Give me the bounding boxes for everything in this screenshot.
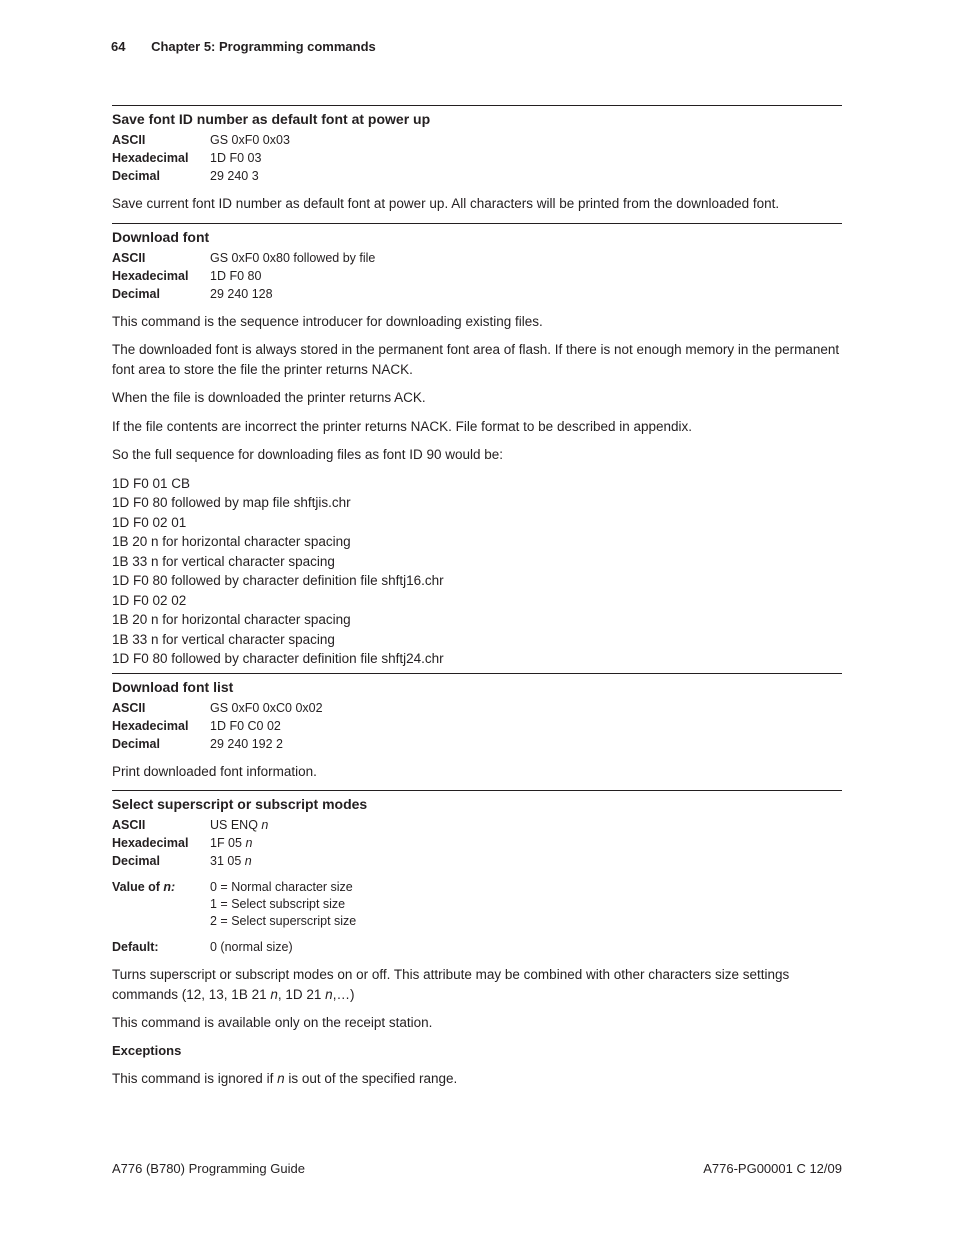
hex-label: Hexadecimal: [112, 151, 189, 165]
text-run: ,…): [332, 986, 355, 1002]
hex-row: [112, 717, 842, 735]
page-content: [112, 105, 842, 1097]
decimal-row: [112, 285, 842, 303]
decimal-row: [112, 852, 842, 870]
sequence-line: 1B 33 n for vertical character spacing: [112, 631, 335, 647]
hex-label: Hexadecimal: [112, 836, 189, 850]
sequence-line: 1D F0 80 followed by character definition file shftj24.chr: [112, 651, 444, 666]
section-download-font-list: [112, 673, 842, 782]
decimal-value: 29 240 192 2: [210, 736, 283, 751]
ascii-row: [112, 816, 842, 834]
ascii-code: US ENQ: [210, 818, 258, 832]
value-option: 2 = Select superscript size: [210, 914, 357, 928]
sequence-line: 1B 20 n for horizontal character spacing: [112, 612, 351, 627]
section-title: Download font list: [112, 678, 234, 695]
decimal-value: 29 240 128: [210, 286, 273, 301]
footer-guide-title: A776 (B780) Programming Guide: [112, 1161, 305, 1176]
sequence-line: 1D F0 80 followed by character definition file shftj16.chr: [112, 573, 444, 588]
section-save-font: [112, 105, 842, 214]
ascii-value: GS 0xF0 0x03: [210, 133, 290, 147]
n-param: n: [277, 1070, 285, 1086]
sequence-line: 1D F0 80 followed by map file shftjis.chr: [112, 495, 351, 510]
n-param: n: [244, 854, 252, 868]
section-title: Save font ID number as default font at power up: [112, 111, 431, 127]
value-option: 1 = Select subscript size: [210, 897, 346, 911]
n-param: n:: [163, 880, 176, 894]
ascii-label: ASCII: [112, 700, 146, 715]
sequence-line: 1D F0 02 01: [112, 514, 187, 530]
decimal-label: Decimal: [112, 286, 160, 301]
section-title: Select superscript or subscript modes: [112, 796, 368, 812]
paragraph: Save current font ID number as default font at power up. All characters will be printed from the downloaded font.: [112, 196, 780, 211]
text-run: , 1D 21: [277, 986, 322, 1002]
paragraph: Print downloaded font information.: [112, 763, 317, 779]
hex-value: 1D F0 03: [210, 151, 262, 165]
n-param: n: [245, 836, 253, 850]
hex-row: [112, 834, 842, 852]
hex-value: [210, 834, 842, 852]
paragraph: The downloaded font is always stored in the permanent font area of flash. If there is not enough memory in the permanent font area to store the file the printer returns NACK.: [112, 342, 840, 377]
sequence-line: 1D F0 01 CB: [112, 475, 191, 491]
default-row: [112, 939, 842, 956]
decimal-value: 29 240 3: [210, 169, 259, 183]
hex-label: Hexadecimal: [112, 718, 189, 733]
text-run: This command is ignored if: [112, 1070, 274, 1086]
sequence-line: 1B 33 n for vertical character spacing: [112, 553, 335, 569]
chapter-title: Chapter 5: Programming commands: [151, 39, 376, 54]
sequence-line: 1B 20 n for horizontal character spacing: [112, 534, 351, 549]
paragraph: This command is available only on the receipt station.: [112, 1015, 433, 1030]
ascii-row: [112, 249, 842, 267]
ascii-label: ASCII: [112, 133, 146, 147]
hex-row: [112, 149, 842, 167]
ascii-value: GS 0xF0 0x80 followed by file: [210, 250, 376, 265]
default-value: 0 (normal size): [210, 940, 293, 954]
paragraph: If the file contents are incorrect the printer returns NACK. File format to be described in appendix.: [112, 418, 693, 434]
decimal-code: 31 05: [210, 854, 242, 868]
value-of-label: [112, 879, 210, 930]
decimal-label: Decimal: [112, 736, 160, 751]
n-param: n: [261, 818, 269, 832]
decimal-row: [112, 735, 842, 753]
ascii-row: [112, 131, 842, 149]
ascii-label: ASCII: [112, 818, 146, 832]
hex-label: Hexadecimal: [112, 268, 189, 283]
paragraph: So the full sequence for downloading files as font ID 90 would be:: [112, 447, 503, 462]
page-number: 64: [111, 39, 126, 54]
decimal-label: Decimal: [112, 169, 160, 183]
paragraph: When the file is downloaded the printer returns ACK.: [112, 390, 426, 405]
decimal-label: Decimal: [112, 854, 160, 868]
section-download-font: [112, 223, 842, 669]
ascii-label: ASCII: [112, 250, 146, 265]
ascii-value: [210, 816, 842, 834]
value-option: 0 = Normal character size: [210, 880, 353, 894]
default-label: Default:: [112, 940, 159, 954]
paragraph: [112, 965, 842, 1004]
value-list: [210, 879, 842, 930]
sequence-line: 1D F0 02 02: [112, 592, 187, 608]
hex-code: 1F 05: [210, 836, 242, 850]
value-of-n-row: [112, 879, 842, 930]
page-header: [111, 39, 376, 54]
exceptions-heading: Exceptions: [112, 1042, 182, 1058]
n-param: n: [325, 986, 333, 1002]
ascii-row: [112, 699, 842, 717]
section-title: Download font: [112, 228, 210, 245]
footer-document-id: A776-PG00001 C 12/09: [703, 1161, 842, 1176]
ascii-value: GS 0xF0 0xC0 0x02: [210, 700, 323, 715]
n-param: n: [270, 986, 278, 1002]
download-sequence: [112, 474, 842, 669]
section-superscript-subscript: [112, 790, 842, 1088]
decimal-value: [210, 852, 842, 870]
text-run: Turns superscript or subscript modes on or off. This attribute may be combined with other characters size settings commands (12, 13, 1B 21: [112, 967, 790, 1002]
decimal-row: [112, 167, 842, 185]
text-run: is out of the specified range.: [288, 1070, 458, 1086]
value-of-text: Value of: [112, 880, 160, 894]
hex-value: 1D F0 C0 02: [210, 718, 281, 733]
hex-value: 1D F0 80: [210, 268, 262, 283]
hex-row: [112, 267, 842, 285]
paragraph: [112, 1069, 842, 1089]
paragraph: This command is the sequence introducer for downloading existing files.: [112, 313, 543, 329]
